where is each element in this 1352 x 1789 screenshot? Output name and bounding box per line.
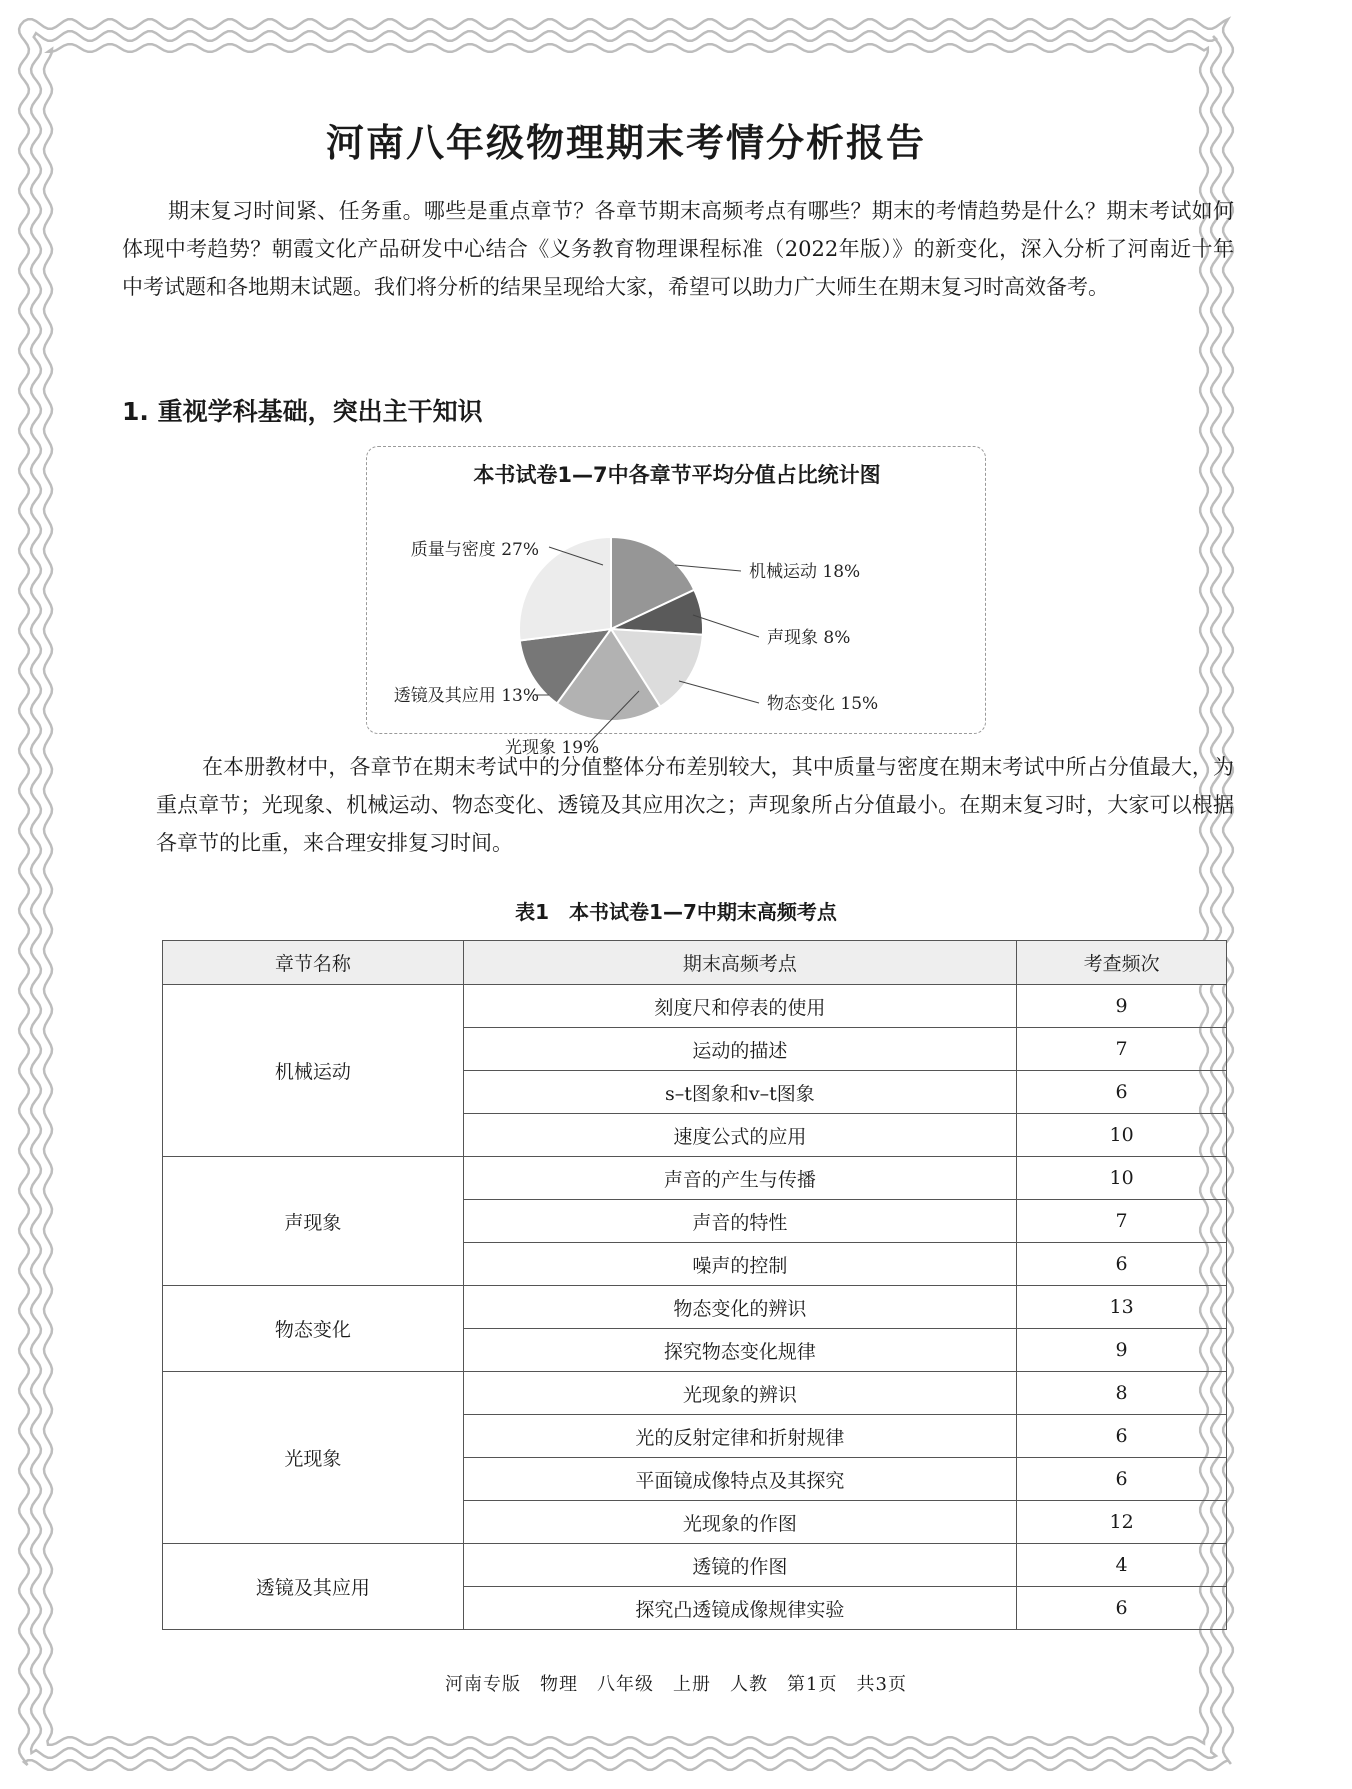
point-cell: 光现象的辨识 [463,1372,1016,1415]
table-row [163,1372,1227,1415]
point-cell: 探究物态变化规律 [463,1329,1016,1372]
point-cell: s–t图象和v–t图象 [463,1071,1016,1114]
pie-label: 透镜及其应用 13% [393,686,539,706]
frequency-cell: 6 [1017,1458,1227,1501]
chapter-cell: 机械运动 [163,985,464,1157]
chapter-cell: 声现象 [163,1157,464,1286]
point-cell: 光现象的作图 [463,1501,1016,1544]
frequency-cell: 13 [1017,1286,1227,1329]
pie-label: 声现象 8% [767,628,851,648]
intro-paragraph: 期末复习时间紧、任务重。哪些是重点章节？各章节期末高频考点有哪些？期末的考情趋势是什么？期末考试如何体现中考趋势？朝霞文化产品研发中心结合《义务教育物理课程标准（2022年版）》的新变化，深入分析了河南近十年中考试题和各地期末试题。我们将分析的结果呈现给大家，希望可以助力广大师生在期末复习时高效备考。 [122,199,1234,299]
frequency-cell: 7 [1017,1028,1227,1071]
frequency-cell: 10 [1017,1114,1227,1157]
frequency-cell: 6 [1017,1415,1227,1458]
table-body [163,985,1227,1630]
pie-label: 物态变化 15% [767,694,879,714]
frequency-cell: 6 [1017,1243,1227,1286]
chapter-cell: 光现象 [163,1372,464,1544]
table-header-row [163,941,1227,985]
pie-label: 质量与密度 27% [410,540,539,560]
table-caption: 表1 本书试卷1—7中期末高频考点 [515,900,837,924]
point-cell: 探究凸透镜成像规律实验 [463,1587,1016,1630]
section-heading-1: 1. 重视学科基础，突出主干知识 [122,397,483,426]
leader-line [675,565,741,571]
page-title: 河南八年级物理期末考情分析报告 [325,121,926,165]
point-cell: 声音的产生与传播 [463,1157,1016,1200]
frequency-cell: 12 [1017,1501,1227,1544]
pie-chart [367,447,987,758]
frequency-cell: 9 [1017,985,1227,1028]
analysis-paragraph: 在本册教材中，各章节在期末考试中的分值整体分布差别较大，其中质量与密度在期末考试中所占分值最大，为重点章节；光现象、机械运动、物态变化、透镜及其应用次之；声现象所占分值最小。在期末复习时，大家可以根据各章节的比重，来合理安排复习时间。 [156,755,1234,855]
frequency-cell: 9 [1017,1329,1227,1372]
point-cell: 速度公式的应用 [463,1114,1016,1157]
header-frequency: 考查频次 [1017,941,1227,985]
exam-points-table [162,940,1227,1630]
table-row [163,1544,1227,1587]
chapter-cell: 物态变化 [163,1286,464,1372]
header-chapter: 章节名称 [163,941,464,985]
leader-line [679,681,759,703]
point-cell: 刻度尺和停表的使用 [463,985,1016,1028]
point-cell: 光的反射定律和折射规律 [463,1415,1016,1458]
frequency-cell: 6 [1017,1071,1227,1114]
table-row [163,1157,1227,1200]
frequency-cell: 10 [1017,1157,1227,1200]
frequency-cell: 7 [1017,1200,1227,1243]
frequency-cell: 4 [1017,1544,1227,1587]
chapter-cell: 透镜及其应用 [163,1544,464,1630]
table-row [163,1286,1227,1329]
frequency-cell: 8 [1017,1372,1227,1415]
table-row [163,985,1227,1028]
pie-chart-panel [366,446,986,758]
point-cell: 噪声的控制 [463,1243,1016,1286]
pie-label: 光现象 19% [505,738,600,758]
point-cell: 透镜的作图 [463,1544,1016,1587]
chart-title: 本书试卷1—7中各章节平均分值占比统计图 [473,463,881,487]
point-cell: 平面镜成像特点及其探究 [463,1458,1016,1501]
header-point: 期末高频考点 [463,941,1016,985]
frequency-cell: 6 [1017,1587,1227,1630]
point-cell: 声音的特性 [463,1200,1016,1243]
pie-label: 机械运动 18% [749,562,861,582]
point-cell: 物态变化的辨识 [463,1286,1016,1329]
point-cell: 运动的描述 [463,1028,1016,1071]
page-footer: 河南专版 物理 八年级 上册 人教 第1页 共3页 [445,1674,907,1695]
